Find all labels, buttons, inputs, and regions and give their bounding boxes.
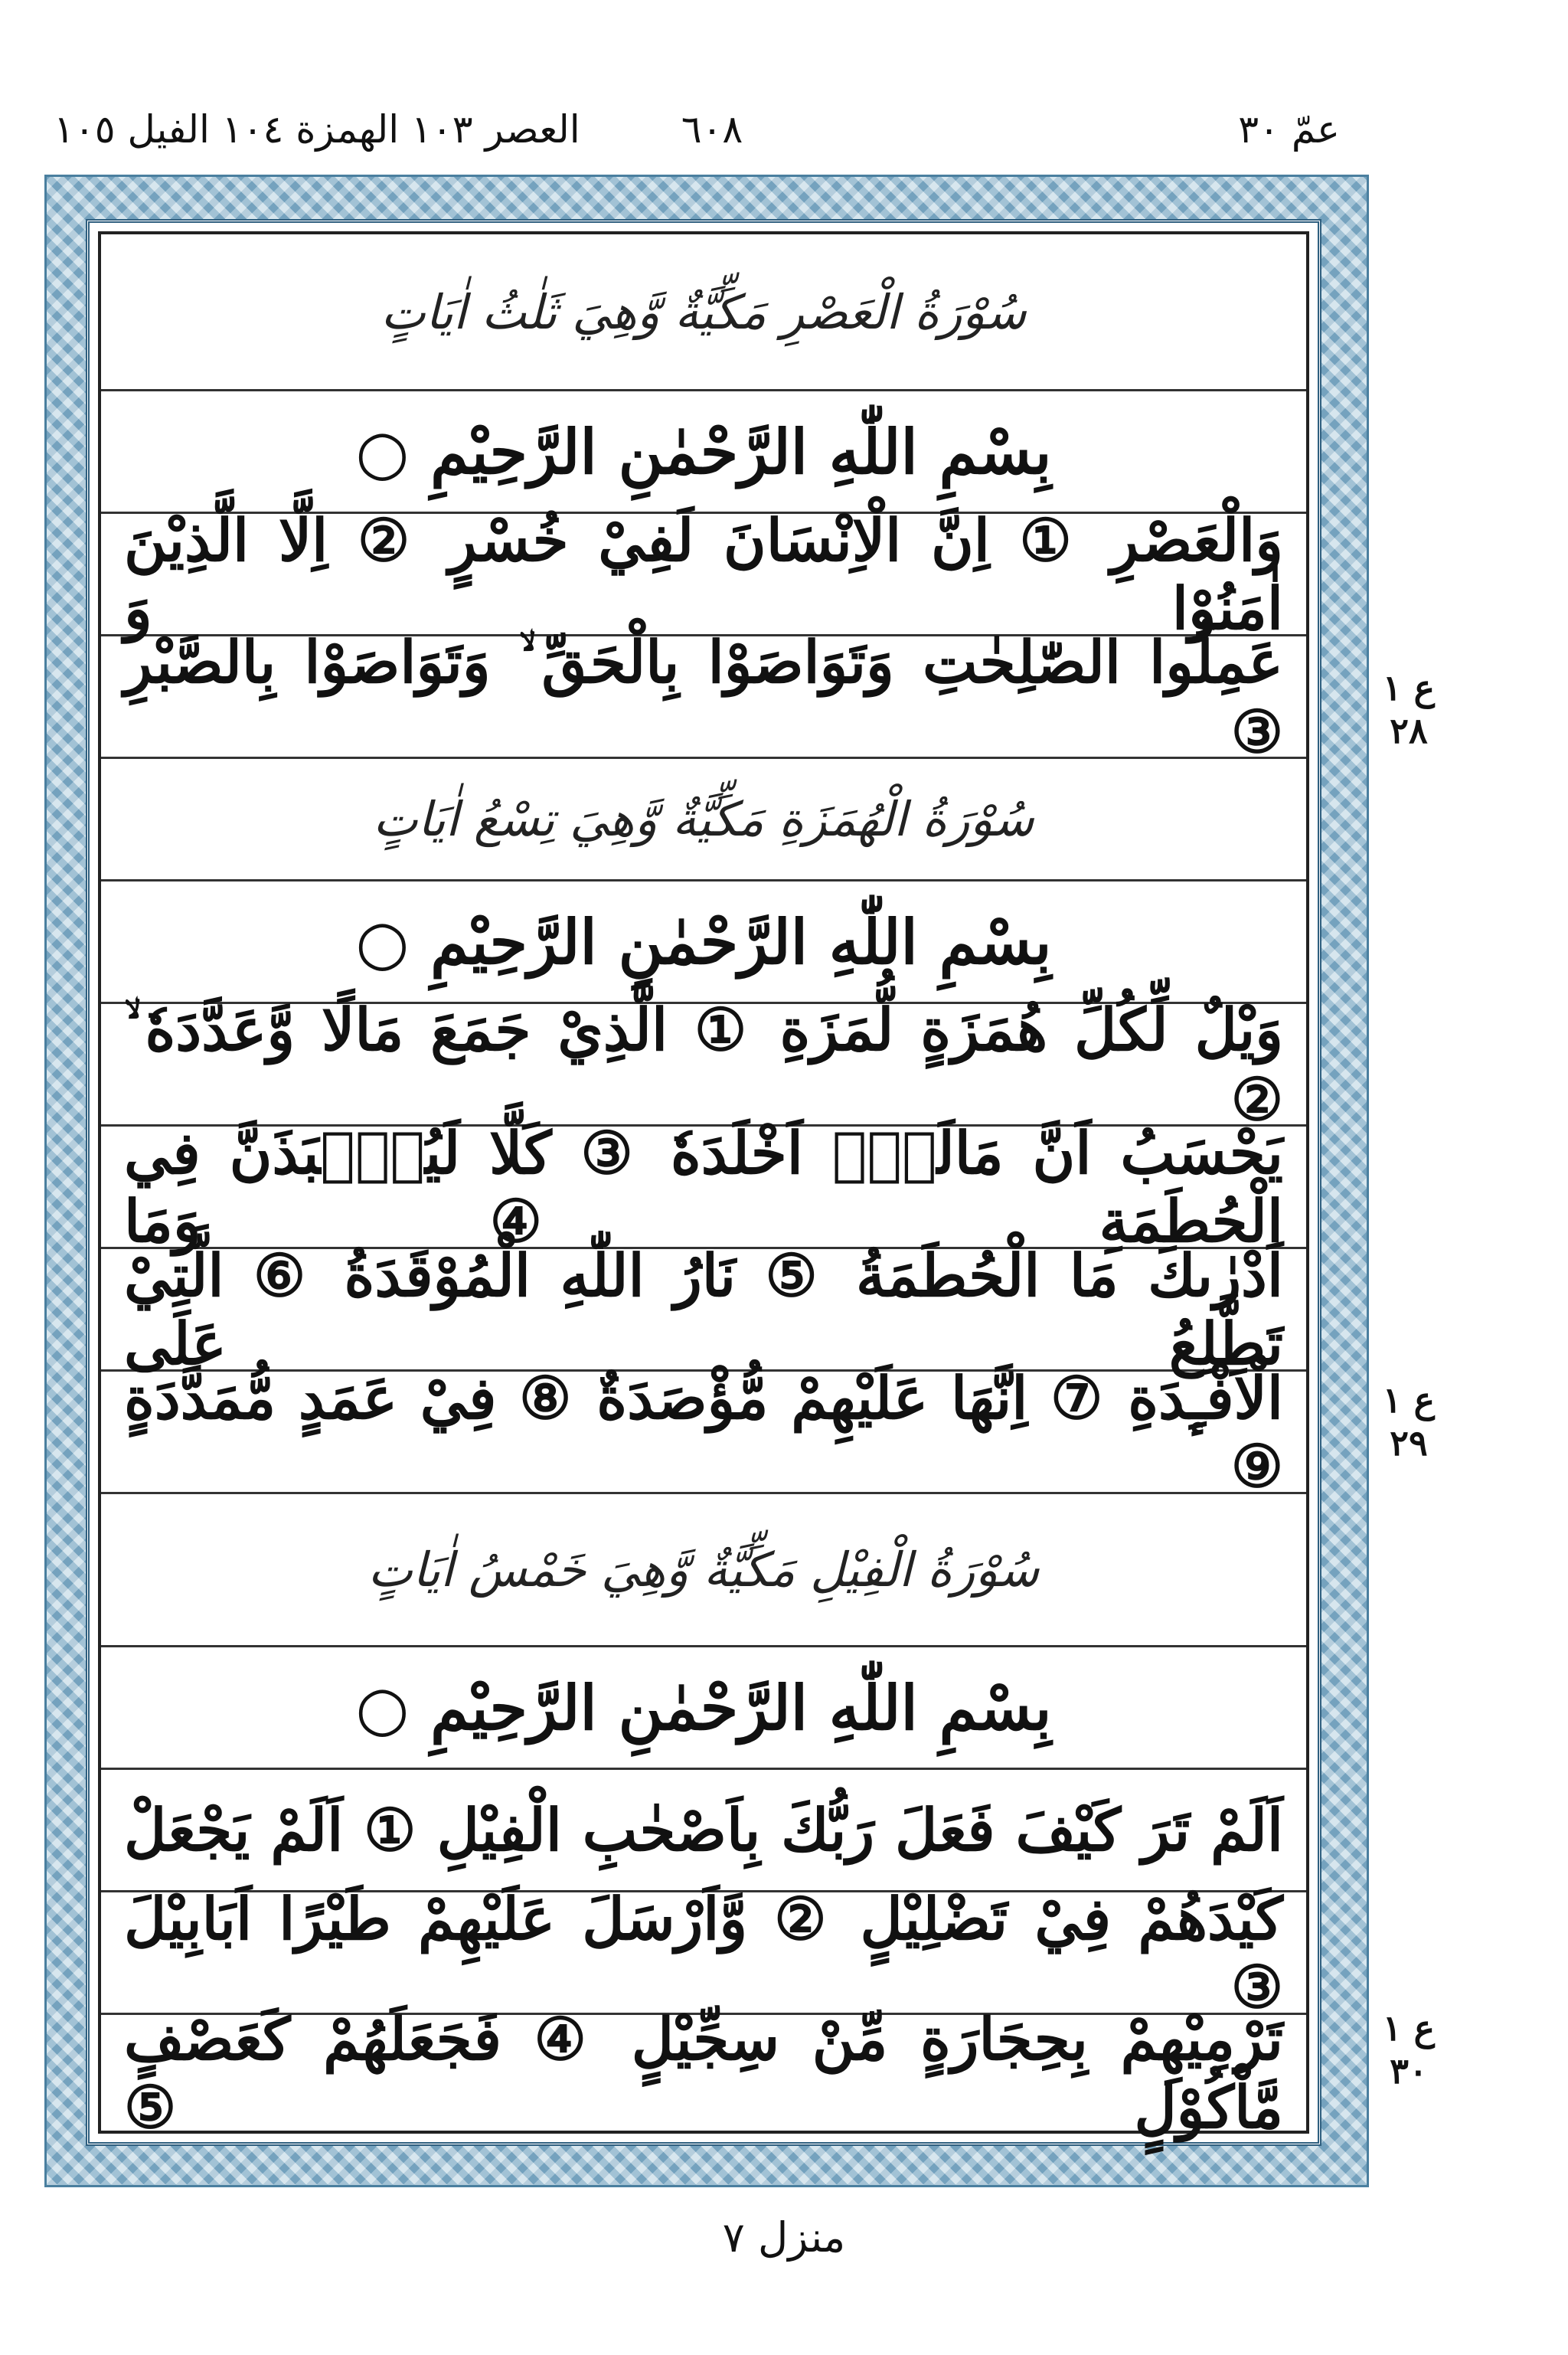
manzil-label: منزل ٧ xyxy=(722,2213,846,2262)
surah-title-fil: سُوْرَةُ الْفِيْلِ مَكِّيَّةٌ وَّهِيَ خَمْسُ اٰيَاتٍ xyxy=(101,1494,1306,1647)
rukuh-symbol: ع ١ xyxy=(1382,667,1436,708)
verse-text: عَمِلُوا الصّٰلِحٰتِ وَتَوَاصَوْا بِالْحَقِّ ۙ وَتَوَاصَوْا بِالصَّبْرِ ③ xyxy=(124,627,1283,766)
verse-text: الْاَفْـِٕدَةِ ⑦ اِنَّهَا عَلَيْهِمْ مُّؤْصَدَةٌ ⑧ فِيْ عَمَدٍ مُّمَدَّدَةٍ ⑨ xyxy=(124,1363,1283,1500)
verse-line xyxy=(101,995,1306,1133)
verse-text: تَرْمِيْهِمْ بِحِجَارَةٍ مِّنْ سِجِّيْلٍ ④ فَجَعَلَهُمْ كَعَصْفٍ مَّاْكُوْلٍ ⑤ xyxy=(124,2004,1283,2141)
verse-line xyxy=(101,1363,1306,1500)
basmala-humazah: بِسْمِ اللّٰهِ الرَّحْمٰنِ الرَّحِيْمِ ○ xyxy=(101,881,1306,1004)
rukuh-count: ٢٩ xyxy=(1390,1422,1428,1464)
rukuh-marker xyxy=(1370,1379,1447,1464)
rukuh-symbol: ع ١ xyxy=(1382,1379,1436,1421)
basmala-asr: بِسْمِ اللّٰهِ الرَّحْمٰنِ الرَّحِيْمِ ○ xyxy=(101,391,1306,514)
verse-text: يَحْسَبُ اَنَّ مَالَهٗۤ اَخْلَدَهٗ ③ كَلَّا لَيُنْۢبَذَنَّ فِي الْحُطَمَةِ ④ وَمَا xyxy=(124,1118,1283,1255)
verse-line xyxy=(101,1241,1306,1378)
verse-text: اَلَمْ تَرَ كَيْفَ فَعَلَ رَبُّكَ بِاَصْحٰبِ الْفِيْلِ ① اَلَمْ يَجْعَلْ xyxy=(124,1796,1283,1864)
verse-line xyxy=(101,1770,1306,1892)
rukuh-symbol: ع ١ xyxy=(1382,2007,1436,2049)
verse-line xyxy=(101,1118,1306,1255)
verse-line xyxy=(101,505,1306,643)
verse-text: كَيْدَهُمْ فِيْ تَضْلِيْلٍ ② وَّاَرْسَلَ عَلَيْهِمْ طَيْرًا اَبَابِيْلَ ③ xyxy=(124,1884,1283,2021)
quran-text-area xyxy=(98,231,1309,2141)
verse-text: وَالْعَصْرِ ① اِنَّ الْاِنْسَانَ لَفِيْ خُسْرٍ ② اِلَّا الَّذِيْنَ اٰمَنُوْا وَ xyxy=(124,505,1283,643)
surah-title-humazah: سُوْرَةُ الْهُمَزَةِ مَكِّيَّةٌ وَّهِيَ تِسْعُ اٰيَاتٍ xyxy=(101,759,1306,881)
verse-line xyxy=(101,627,1306,766)
basmala-fil: بِسْمِ اللّٰهِ الرَّحْمٰنِ الرَّحِيْمِ ○ xyxy=(101,1647,1306,1770)
rukuh-count: ٢٨ xyxy=(1390,710,1428,751)
surah-title-asr: سُوْرَةُ الْعَصْرِ مَكِّيَّةٌ وَّهِيَ ثَلٰثُ اٰيَاتٍ xyxy=(101,234,1306,391)
rukuh-count: ٣٠ xyxy=(1390,2050,1428,2092)
verse-text: اَدْرٰىكَ مَا الْحُطَمَةُ ⑤ نَارُ اللّٰهِ الْمُوْقَدَةُ ⑥ الَّتِيْ تَطَّلِعُ عَلَى xyxy=(124,1241,1283,1378)
verse-text: وَيْلٌ لِّكُلِّ هُمَزَةٍ لُّمَزَةِ ① الَّذِيْ جَمَعَ مَالًا وَّعَدَّدَهٗ ۙ ② xyxy=(124,995,1283,1133)
surah-range-label: العصر ١٠٣ الهمزة ١٠٤ الفيل ١٠٥ xyxy=(54,107,580,152)
verse-line xyxy=(101,1884,1306,2021)
juz-label: عمّ ٣٠ xyxy=(1238,107,1340,152)
rukuh-marker xyxy=(1370,666,1447,752)
rukuh-marker xyxy=(1370,2007,1447,2092)
page-number: ٦٠٨ xyxy=(681,107,743,152)
page-header xyxy=(54,107,1370,176)
verse-line xyxy=(101,2004,1306,2141)
